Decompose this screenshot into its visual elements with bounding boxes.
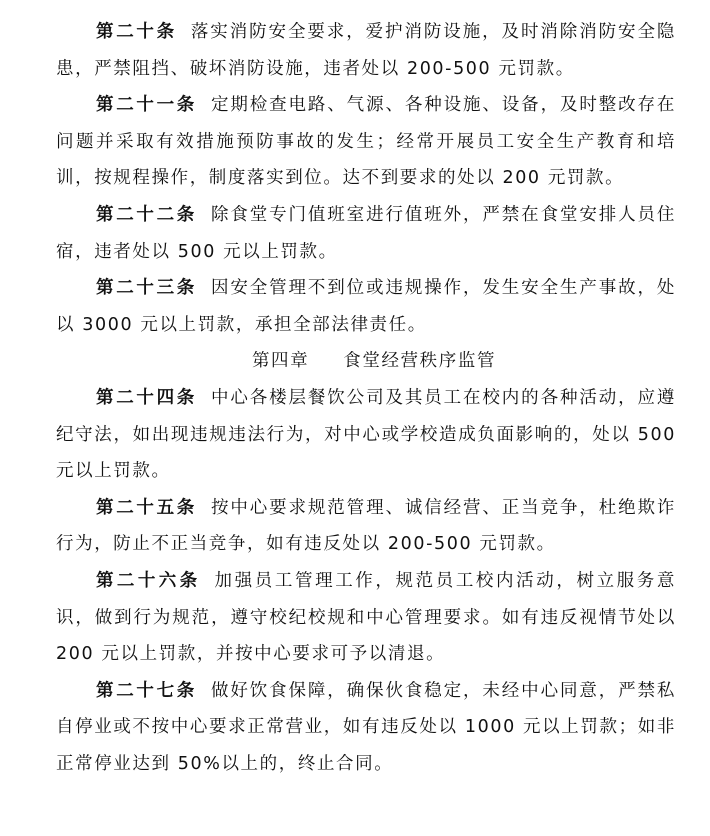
article-number: 第二十六条 bbox=[96, 570, 201, 591]
article-text: 中心各楼层餐饮公司及其员工在校内的各种活动，应遵纪守法，如出现违规违法行为，对中心或学校造成负面影响的，处以 500 元以上罚款。 bbox=[56, 387, 676, 482]
article-22 bbox=[56, 197, 676, 270]
article-text: 按中心要求规范管理、诚信经营、正当竞争，杜绝欺诈行为，防止不正当竞争，如有违反处以 200-500 元罚款。 bbox=[56, 497, 676, 555]
article-number: 第二十七条 bbox=[96, 680, 197, 701]
article-26 bbox=[56, 563, 676, 673]
article-text: 落实消防安全要求，爱护消防设施，及时消除消防安全隐患，严禁阻挡、破坏消防设施，违者处以 200-500 元罚款。 bbox=[56, 22, 676, 79]
article-number: 第二十二条 bbox=[96, 204, 197, 225]
article-text: 因安全管理不到位或违规操作，发生安全生产事故，处以 3000 元以上罚款，承担全部法律责任。 bbox=[56, 278, 676, 335]
article-20 bbox=[56, 14, 676, 87]
article-23 bbox=[56, 270, 676, 343]
chapter-heading bbox=[56, 343, 676, 380]
article-number: 第二十条 bbox=[96, 22, 177, 42]
article-text: 除食堂专门值班室进行值班外，严禁在食堂安排人员住宿，违者处以 500 元以上罚款。 bbox=[56, 204, 676, 262]
article-21 bbox=[56, 87, 676, 197]
chapter-title: 食堂经营秩序监管 bbox=[343, 351, 497, 372]
article-number: 第二十五条 bbox=[96, 497, 197, 518]
article-text: 加强员工管理工作，规范员工校内活动，树立服务意识，做到行为规范，遵守校纪校规和中心管理要求。如有违反视情节处以 200 元以上罚款，并按中心要求可予以清退。 bbox=[56, 570, 676, 665]
chapter-number: 第四章 bbox=[251, 351, 310, 372]
article-number: 第二十四条 bbox=[96, 387, 197, 408]
article-24 bbox=[56, 380, 676, 490]
article-text: 做好饮食保障，确保伙食稳定，未经中心同意，严禁私自停业或不按中心要求正常营业，如有违反处以 1000 元以上罚款；如非正常停业达到 50%以上的，终止合同。 bbox=[56, 680, 676, 774]
article-27 bbox=[56, 673, 676, 783]
article-25 bbox=[56, 490, 676, 563]
article-number: 第二十一条 bbox=[96, 95, 197, 116]
article-number: 第二十三条 bbox=[96, 278, 197, 299]
article-text: 定期检查电路、气源、各种设施、设备，及时整改存在问题并采取有效措施预防事故的发生；经常开展员工安全生产教育和培训，按规程操作，制度落实到位。达不到要求的处以 200 元罚款。 bbox=[56, 95, 676, 189]
